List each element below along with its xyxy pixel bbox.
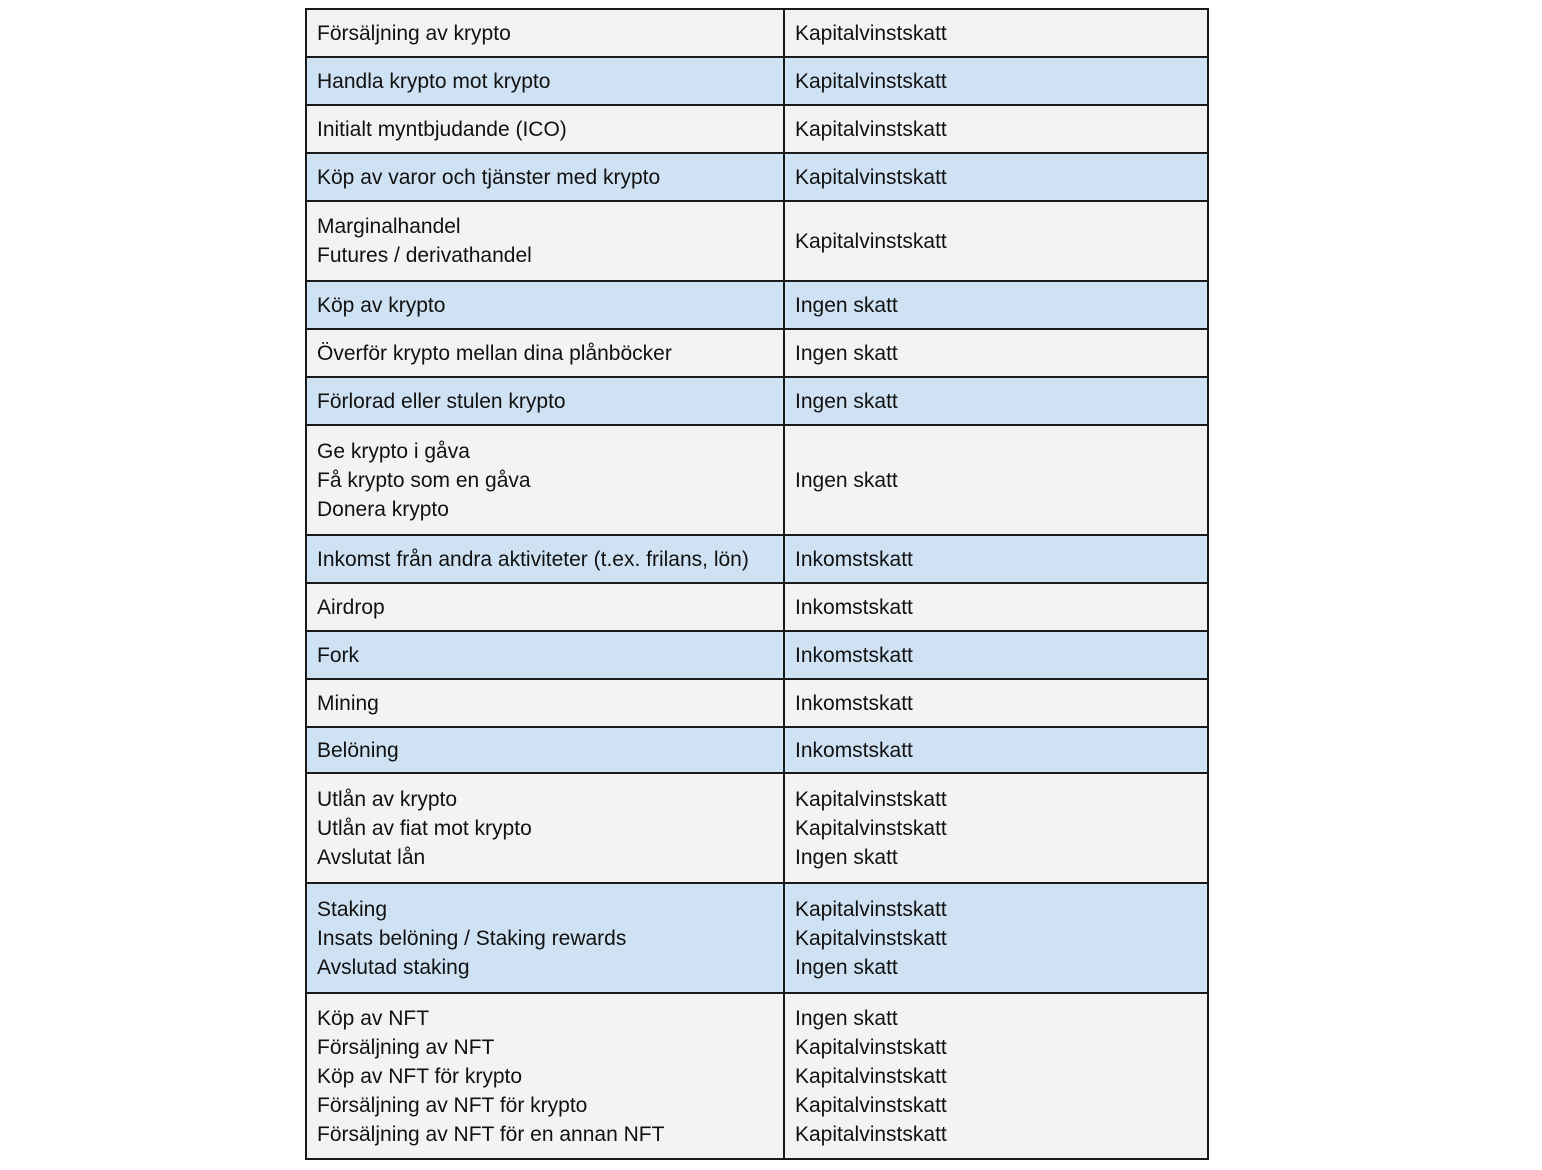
activity-label: Förlorad eller stulen krypto [317,389,566,413]
tax-cell [784,153,1208,201]
tax-cell [784,377,1208,425]
table-row [306,425,1208,535]
tax-cell [784,583,1208,631]
tax-label: Kapitalvinstskatt [795,897,947,921]
activity-label: Ge krypto i gåva [317,439,470,463]
table-row [306,281,1208,329]
tax-label: Kapitalvinstskatt [795,1122,947,1146]
table-row [306,727,1208,773]
tax-cell [784,9,1208,57]
table-row [306,883,1208,993]
activity-label: Donera krypto [317,497,449,521]
activity-cell [306,105,784,153]
tax-cell [784,425,1208,535]
activity-label: Köp av NFT för krypto [317,1064,523,1088]
activity-cell [306,281,784,329]
activity-cell [306,329,784,377]
table-row [306,329,1208,377]
activity-label: Försäljning av NFT för krypto [317,1093,588,1117]
tax-cell [784,993,1208,1159]
tax-cell [784,57,1208,105]
tax-label: Ingen skatt [795,845,898,869]
tax-table-body [306,9,1208,1159]
activity-cell [306,773,784,883]
table-row [306,105,1208,153]
tax-label: Ingen skatt [795,293,898,317]
activity-label: Utlån av krypto [317,787,458,811]
tax-cell [784,631,1208,679]
tax-label: Kapitalvinstskatt [795,165,947,189]
tax-label: Ingen skatt [795,468,898,492]
activity-label: Köp av varor och tjänster med krypto [317,165,661,189]
table-row [306,153,1208,201]
activity-label: Belöning [317,738,399,762]
table-row [306,631,1208,679]
activity-label: Insats belöning / Staking rewards [317,926,627,950]
activity-label: Försäljning av krypto [317,21,511,45]
tax-cell [784,281,1208,329]
table-row [306,9,1208,57]
table-row [306,535,1208,583]
activity-label: Försäljning av NFT [317,1035,495,1059]
tax-label: Ingen skatt [795,341,898,365]
activity-cell [306,583,784,631]
activity-cell [306,377,784,425]
tax-cell [784,105,1208,153]
activity-label: Utlån av fiat mot krypto [317,816,532,840]
table-row [306,583,1208,631]
tax-label: Kapitalvinstskatt [795,21,947,45]
activity-label: Futures / derivathandel [317,244,532,267]
activity-label: Marginalhandel [317,215,461,238]
tax-label: Inkomstskatt [795,595,913,619]
activity-cell [306,727,784,773]
tax-cell [784,679,1208,727]
activity-label: Handla krypto mot krypto [317,69,551,93]
tax-label: Kapitalvinstskatt [795,229,947,253]
tax-label: Ingen skatt [795,955,898,979]
activity-cell [306,425,784,535]
tax-label: Kapitalvinstskatt [795,69,947,93]
tax-label: Inkomstskatt [795,547,913,571]
tax-label: Inkomstskatt [795,738,913,762]
tax-label: Kapitalvinstskatt [795,1093,947,1117]
tax-label: Kapitalvinstskatt [795,787,947,811]
activity-label: Försäljning av NFT för en annan NFT [317,1122,665,1146]
activity-cell [306,631,784,679]
tax-label: Kapitalvinstskatt [795,1064,947,1088]
table-row [306,993,1208,1159]
activity-label: Fork [317,643,359,667]
activity-label: Initialt myntbjudande (ICO) [317,117,567,141]
activity-cell [306,535,784,583]
activity-label: Airdrop [317,595,385,619]
tax-cell [784,535,1208,583]
tax-label: Ingen skatt [795,389,898,413]
tax-label: Kapitalvinstskatt [795,816,947,840]
tax-cell [784,201,1208,281]
activity-label: Köp av NFT [317,1006,430,1030]
activity-label: Köp av krypto [317,293,446,317]
activity-label: Mining [317,691,379,715]
table-row [306,773,1208,883]
tax-label: Kapitalvinstskatt [795,926,947,950]
tax-label: Ingen skatt [795,1006,898,1030]
activity-cell [306,153,784,201]
activity-cell [306,201,784,281]
activity-label: Inkomst från andra aktiviteter (t.ex. frilans, lön) [317,547,749,571]
crypto-tax-table [305,8,1209,1160]
activity-label: Överför krypto mellan dina plånböcker [317,341,672,365]
activity-cell [306,9,784,57]
tax-cell [784,773,1208,883]
table-row [306,57,1208,105]
table-row [306,679,1208,727]
activity-label: Staking [317,897,388,921]
activity-label: Få krypto som en gåva [317,468,531,492]
tax-cell [784,883,1208,993]
activity-cell [306,57,784,105]
activity-cell [306,993,784,1159]
tax-cell [784,329,1208,377]
activity-label: Avslutad staking [317,955,470,979]
activity-cell [306,883,784,993]
tax-cell [784,727,1208,773]
activity-cell [306,679,784,727]
activity-label: Avslutat lån [317,845,426,869]
tax-label: Kapitalvinstskatt [795,117,947,141]
tax-label: Kapitalvinstskatt [795,1035,947,1059]
tax-label: Inkomstskatt [795,691,913,715]
table-row [306,377,1208,425]
table-row [306,201,1208,281]
tax-label: Inkomstskatt [795,643,913,667]
